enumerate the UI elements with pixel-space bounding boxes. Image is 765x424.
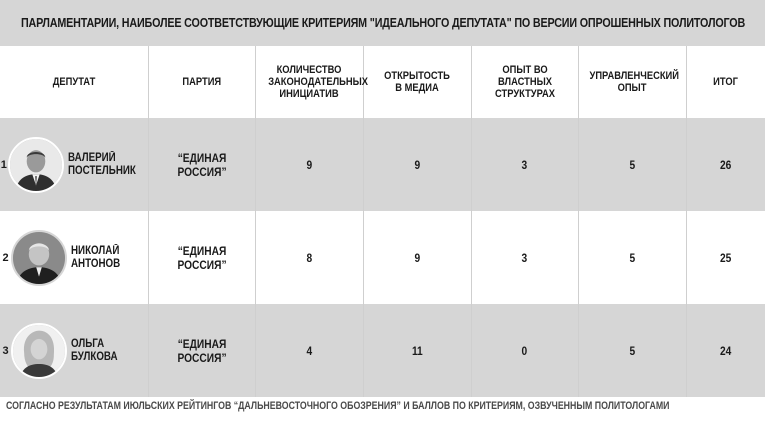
header-initiatives: КОЛИЧЕСТВО ЗАКОНОДАТЕЛЬНЫХ ИНИЦИАТИВ (255, 46, 363, 118)
party-cell: “ЕДИНАЯ РОССИЯ” (148, 118, 255, 211)
initiatives-cell: 9 (255, 118, 363, 211)
initiatives-cell: 4 (255, 304, 363, 397)
deputies-table (0, 46, 765, 397)
media-cell: 11 (363, 304, 471, 397)
deputy-last-name: АНТОНОВ (71, 257, 121, 270)
management-cell: 5 (578, 304, 686, 397)
header-row (0, 46, 765, 118)
table-body (0, 118, 765, 397)
table-row (0, 211, 765, 304)
deputy-cell (0, 118, 148, 211)
deputy-last-name: ПОСТЕЛЬНИК (67, 164, 136, 177)
deputy-first-name: ОЛЬГА (71, 337, 105, 350)
management-cell: 5 (578, 118, 686, 211)
header-media: ОТКРЫТОСТЬ В МЕДИА (363, 46, 471, 118)
header-deputy: ДЕПУТАТ (0, 46, 148, 118)
total-cell: 25 (720, 250, 732, 265)
party-cell: “ЕДИНАЯ РОССИЯ” (148, 211, 255, 304)
woman-blonde-photo (11, 323, 67, 379)
deputy-name (71, 245, 129, 271)
experience-cell: 3 (471, 211, 578, 304)
media-cell: 9 (363, 211, 471, 304)
header-total: ИТОГ (713, 76, 739, 88)
total-cell: 26 (720, 157, 732, 172)
source-note (6, 400, 765, 412)
header-party: ПАРТИЯ (148, 46, 255, 118)
source-note-text: СОГЛАСНО РЕЗУЛЬТАТАМ ИЮЛЬСКИХ РЕЙТИНГОВ “ДАЛЬНЕВОСТОЧНОГО ОБОЗРЕНИЯ” И БАЛЛОВ ПО КРИТЕРИЯМ, ОЗВУЧЕННЫМ ПОЛИТОЛОГАМИ (6, 400, 670, 412)
rank-number: 2 (2, 251, 9, 264)
management-cell: 5 (578, 211, 686, 304)
rank-number: 1 (0, 158, 7, 171)
party-cell: “ЕДИНАЯ РОССИЯ” (148, 304, 255, 397)
deputy-name (68, 152, 148, 178)
deputy-cell (0, 211, 148, 304)
deputy-name (71, 338, 126, 364)
deputy-first-name: НИКОЛАЙ (71, 244, 120, 257)
deputy-cell (0, 304, 148, 397)
header-management: УПРАВЛЕНЧЕСКИЙ ОПЫТ (578, 46, 686, 118)
header-experience: ОПЫТ ВО ВЛАСТНЫХ СТРУКТУРАХ (471, 46, 578, 118)
initiatives-cell: 8 (255, 211, 363, 304)
table-header (0, 46, 765, 118)
table-row (0, 304, 765, 397)
older-man-photo (11, 230, 67, 286)
experience-cell: 0 (471, 304, 578, 397)
total-cell: 24 (720, 343, 732, 358)
table-title-text: ПАРЛАМЕНТАРИИ, НАИБОЛЕЕ СООТВЕТСТВУЮЩИЕ КРИТЕРИЯМ "ИДЕАЛЬНОГО ДЕПУТАТА" ПО ВЕРСИИ ОПРОШЕННЫХ ПОЛИТОЛОГОВ (20, 16, 745, 30)
man-suit-photo (8, 137, 64, 193)
media-cell: 9 (363, 118, 471, 211)
table-row (0, 118, 765, 211)
experience-cell: 3 (471, 118, 578, 211)
rank-number: 3 (2, 344, 9, 357)
deputy-first-name: ВАЛЕРИЙ (67, 151, 116, 164)
table-title (0, 0, 765, 46)
deputy-last-name: БУЛКОВА (71, 350, 118, 363)
